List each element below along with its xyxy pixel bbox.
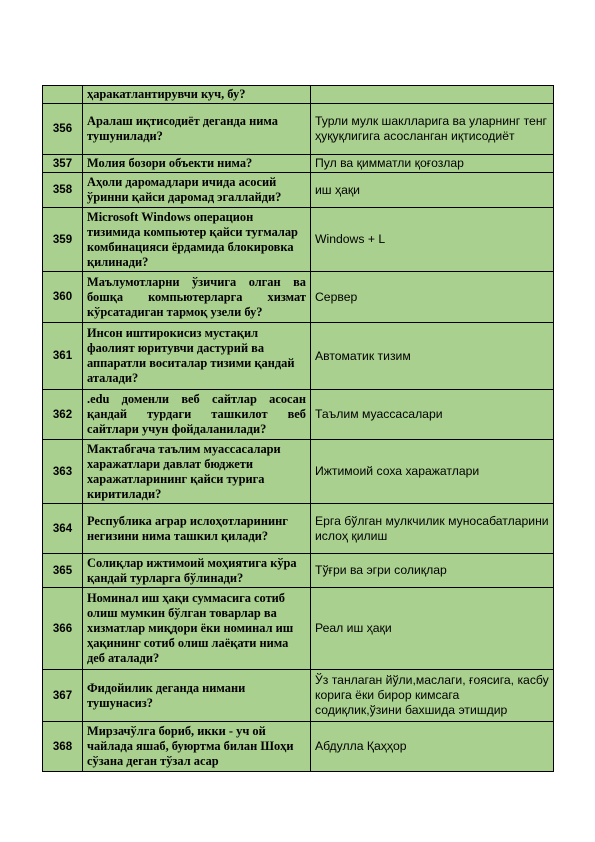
question-cell: .edu доменли веб сайтлар асосан қандай турдаги ташкилот веб сайтлари учун фойдаланилади? xyxy=(83,390,311,440)
table-row xyxy=(43,155,554,173)
row-number: 365 xyxy=(43,554,83,588)
table-row xyxy=(43,722,554,772)
row-number: 360 xyxy=(43,272,83,323)
table-row xyxy=(43,390,554,440)
answer-cell: Ўз танлаган йўли,маслаги, ғоясига, касбу корига ёки бирор кимсага содиқлик,ўзини бахшида этишдир xyxy=(311,670,554,722)
table-row xyxy=(43,554,554,588)
question-cell: Мактабгача таълим муассасалари харажатлари давлат бюджети харажатларининг қайси турига киритилади? xyxy=(83,440,311,504)
question-cell: Маълумотларни ўзичига олган ва бошқа компьютерларга хизмат кўрсатадиган тармоқ узели бу? xyxy=(83,272,311,323)
answer-cell: Турли мулк шаклларига ва уларнинг тенг ҳуқуқлигига асосланган иқтисодиёт xyxy=(311,104,554,155)
row-number: 357 xyxy=(43,155,83,173)
answer-cell: Реал иш ҳақи xyxy=(311,588,554,670)
row-number: 363 xyxy=(43,440,83,504)
table-row xyxy=(43,104,554,155)
question-cell: Фидойилик деганда нимани тушунасиз? xyxy=(83,670,311,722)
row-number xyxy=(43,86,83,104)
table-row xyxy=(43,670,554,722)
answer-cell: Абдулла Қаҳҳор xyxy=(311,722,554,772)
table-row xyxy=(43,323,554,390)
answer-cell: Автоматик тизим xyxy=(311,323,554,390)
row-number: 356 xyxy=(43,104,83,155)
row-number: 359 xyxy=(43,208,83,272)
answer-cell: Windows + L xyxy=(311,208,554,272)
table-row xyxy=(43,86,554,104)
answer-cell: иш ҳақи xyxy=(311,173,554,208)
qa-table xyxy=(42,85,554,772)
table-row xyxy=(43,173,554,208)
answer-cell: Тўғри ва эгри солиқлар xyxy=(311,554,554,588)
question-cell: ҳаракатлантирувчи куч, бу? xyxy=(83,86,311,104)
question-cell: Аралаш иқтисодиёт деганда нима тушунилади? xyxy=(83,104,311,155)
row-number: 362 xyxy=(43,390,83,440)
row-number: 361 xyxy=(43,323,83,390)
answer-cell xyxy=(311,86,554,104)
question-cell: Мирзачўлга бориб, икки - уч ой чайлада яшаб, буюртма билан Шоҳи сўзана деган тўзал асар xyxy=(83,722,311,772)
answer-cell: Таълим муассасалари xyxy=(311,390,554,440)
answer-cell: Ижтимоий соха харажатлари xyxy=(311,440,554,504)
table-row xyxy=(43,272,554,323)
question-cell: Номинал иш ҳақи суммасига сотиб олиш мумкин бўлган товарлар ва хизматлар миқдори ёки номинал иш ҳақининг сотиб олиш лаёқати нима деб аталади? xyxy=(83,588,311,670)
question-cell: Аҳоли даромадлари ичида асосий ўринни қайси даромад эгаллайди? xyxy=(83,173,311,208)
table-row xyxy=(43,588,554,670)
answer-cell: Пул ва қимматли қоғозлар xyxy=(311,155,554,173)
answer-cell: Ерга бўлган мулкчилик муносабатларини ислоҳ қилиш xyxy=(311,504,554,554)
question-cell: Республика аграр ислоҳотларининг негизини нима ташкил қилади? xyxy=(83,504,311,554)
answer-cell: Сервер xyxy=(311,272,554,323)
row-number: 367 xyxy=(43,670,83,722)
question-cell: Солиқлар ижтимоий моҳиятига кўра қандай турларга бўлинади? xyxy=(83,554,311,588)
row-number: 358 xyxy=(43,173,83,208)
table-row xyxy=(43,440,554,504)
row-number: 364 xyxy=(43,504,83,554)
question-cell: Молия бозори объекти нима? xyxy=(83,155,311,173)
table-row xyxy=(43,208,554,272)
table-row xyxy=(43,504,554,554)
question-cell: Microsoft Windows операцион тизимида компьютер қайси тугмалар комбинацияси ёрдамида блокировка қилинади? xyxy=(83,208,311,272)
question-cell: Инсон иштирокисиз мустақил фаолият юритувчи дастурий ва аппаратли воситалар тизими қандай аталади? xyxy=(83,323,311,390)
row-number: 366 xyxy=(43,588,83,670)
row-number: 368 xyxy=(43,722,83,772)
